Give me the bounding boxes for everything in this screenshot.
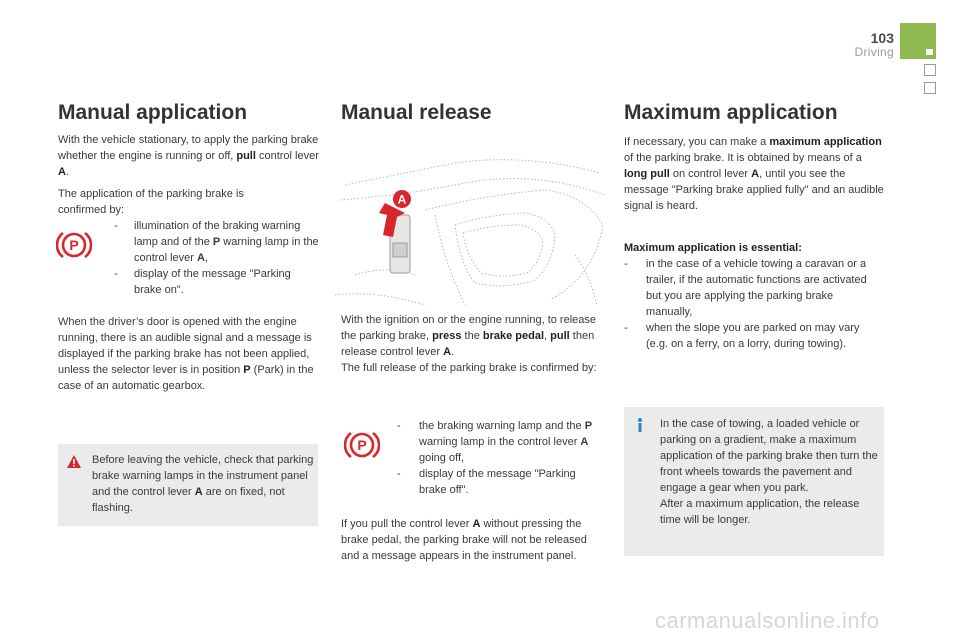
chapter-title: Driving (854, 45, 894, 59)
warning-box (58, 444, 318, 526)
maximum-application-title: Maximum application (624, 101, 838, 124)
manual-release-bullet-2: - display of the message "Parking brake off". (397, 468, 576, 496)
manual-release-text: With the ignition on or the engine running, to release the parking brake, press the brake pedal, pull then release control lever A. The full release of the parking brake is confirmed by: (341, 314, 597, 374)
watermark: carmanualsonline.info (655, 608, 880, 633)
manual-application-door-text: When the driver’s door is opened with the engine running, there is an audible signal and a message is displayed if the parking brake has not been applied, unless the selector lever is in position P (Park) in the case of an automatic gearbox. (58, 316, 314, 392)
parking-brake-lever-illustration (335, 155, 610, 310)
nav-square-1 (924, 64, 936, 76)
maximum-application-text: If necessary, you can make a maximum application of the parking brake. It is obtained by means of a long pull on control lever A, until you see the message "Parking brake applied fully" and an audible signal is heard. (624, 136, 884, 212)
parking-brake-warning-icon (56, 227, 92, 263)
manual-release-title: Manual release (341, 101, 492, 124)
parking-brake-warning-icon-2 (344, 427, 380, 463)
manual-release-bullet-1: - the braking warning lamp and the P warning lamp in the control lever A going off, (397, 420, 593, 464)
manual-application-bullet-1: - illumination of the braking warning lamp and of the P warning lamp in the control lever A, (114, 220, 319, 264)
warning-icon (66, 454, 82, 470)
chapter-tab (900, 23, 936, 59)
info-icon (632, 417, 648, 433)
warning-text: Before leaving the vehicle, check that parking brake warning lamps in the instrument panel and the control lever A are on fixed, not flashing. (92, 454, 314, 514)
page-number: 103 (870, 30, 894, 46)
manual-application-confirm: The application of the parking brake is confirmed by: (58, 188, 244, 216)
manual-release-note: If you pull the control lever A without pressing the brake pedal, the parking brake will not be released and a message appears in the instrument panel. (341, 518, 587, 562)
svg-text:P: P (69, 237, 79, 253)
manual-application-title: Manual application (58, 101, 248, 124)
lever-label-a: A (397, 192, 407, 207)
info-text: In the case of towing, a loaded vehicle or parking on a gradient, make a maximum application of the parking brake then turn the front wheels towards the pavement and engage a gear when you park. After a maximum application, the release time will be longer. (660, 418, 878, 526)
manual-application-bullet-2: - display of the message "Parking brake on". (114, 268, 291, 296)
info-box (624, 407, 884, 556)
tab-marker (926, 49, 933, 55)
maximum-application-bullet-2: - when the slope you are parked on may vary (e.g. on a ferry, on a lorry, during towing). (624, 322, 860, 350)
manual-application-intro: With the vehicle stationary, to apply the parking brake whether the engine is running or off, pull control lever A. (58, 134, 319, 178)
maximum-application-essential: Maximum application is essential: (624, 242, 802, 254)
maximum-application-bullet-1: - in the case of a vehicle towing a caravan or a trailer, if the automatic functions are activated but you are applying the parking brake manually, (624, 258, 867, 318)
nav-square-2 (924, 82, 936, 94)
svg-text:P: P (357, 437, 367, 453)
